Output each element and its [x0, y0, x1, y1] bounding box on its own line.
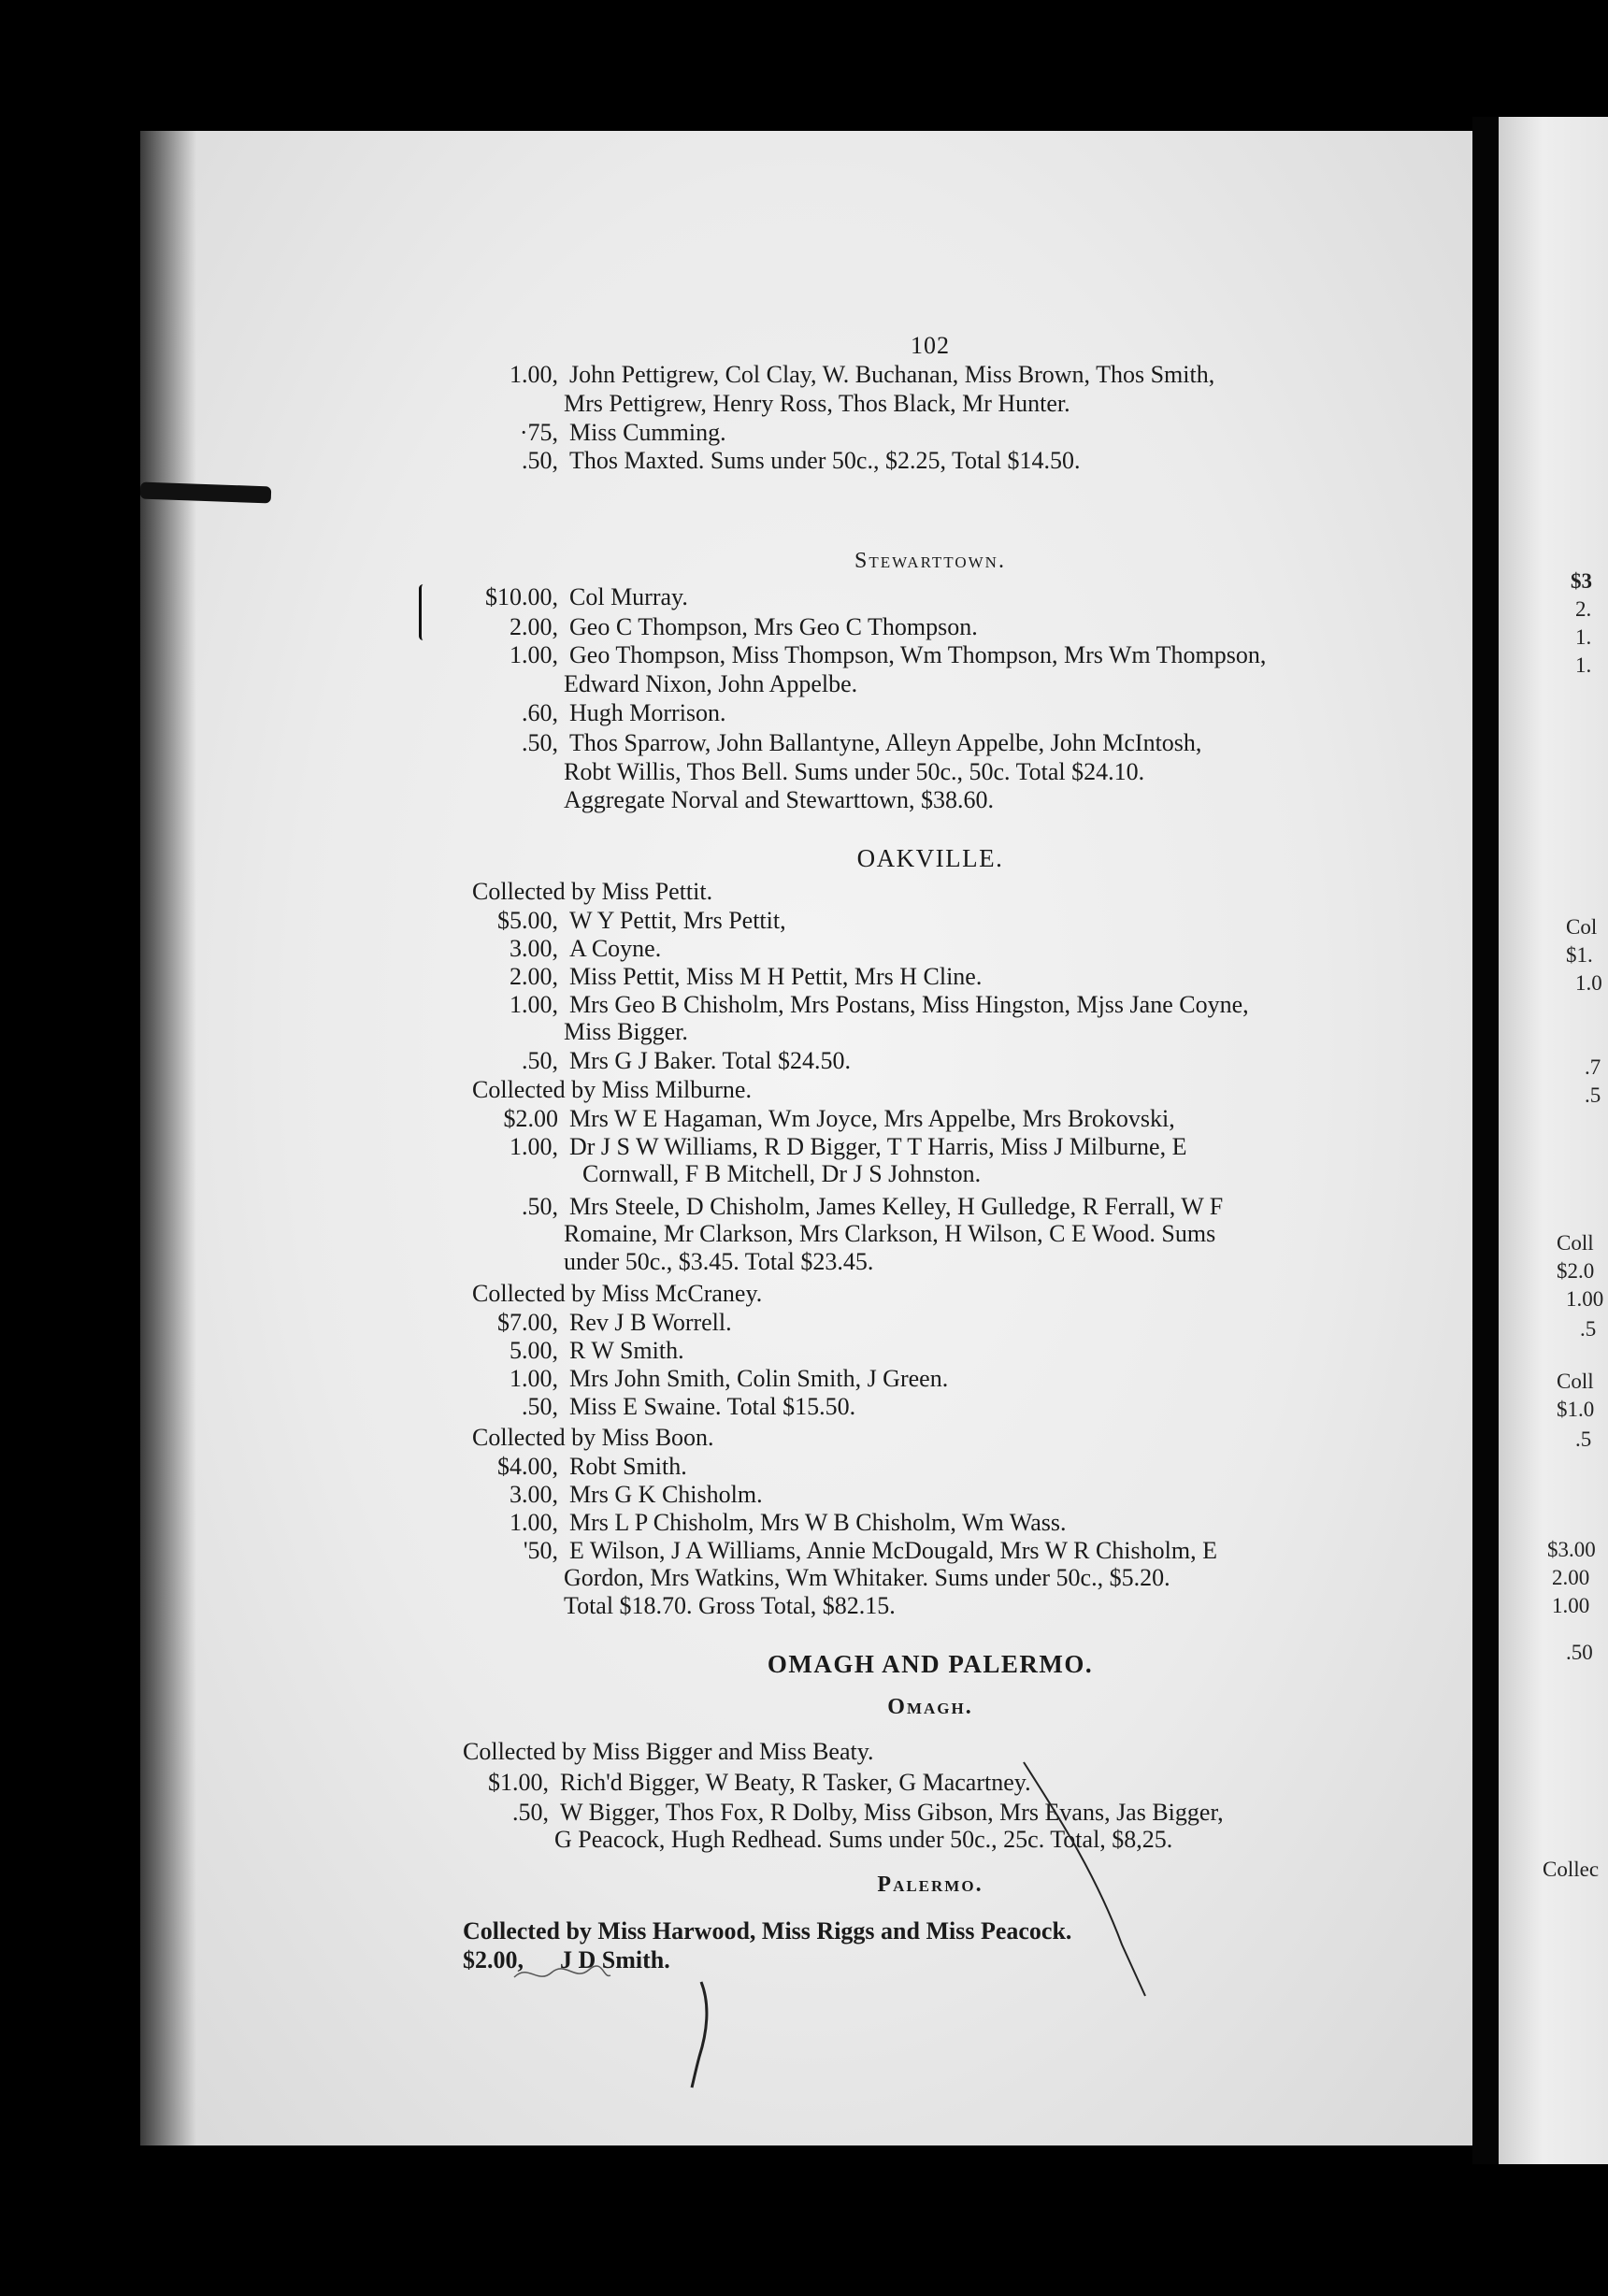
facing-page-text: 1.00 — [1566, 1287, 1604, 1311]
entry-amount: .50, — [522, 447, 558, 474]
entry-amount: 1.00, — [510, 1365, 558, 1392]
entry-text: W Bigger, Thos Fox, R Dolby, Miss Gibson, Mrs Evans, Jas Bigger, — [560, 1799, 1224, 1826]
entry-line — [472, 1480, 763, 1510]
entry-text: Miss Pettit, Miss M H Pettit, Mrs H Cline. — [569, 963, 983, 990]
collector-line: Collected by Miss McCraney. — [472, 1280, 763, 1307]
entry-text: Mrs G J Baker. Total $24.50. — [569, 1047, 852, 1074]
facing-page-text: $1.0 — [1557, 1398, 1595, 1421]
entry-line — [472, 728, 1201, 758]
collector-line: Collected by Miss Harwood, Miss Riggs and Miss Peacock. — [463, 1917, 1072, 1944]
entry-amount: $2.00, — [463, 1946, 524, 1973]
entry-line — [472, 990, 1249, 1020]
subheading-palermo: Palermo. — [877, 1873, 983, 1897]
entry-line — [472, 1104, 1175, 1134]
entry-line — [463, 1768, 1031, 1798]
pen-scribble — [1019, 1758, 1150, 2001]
entry-amount: $1.00, — [488, 1769, 549, 1796]
facing-page-text: 2.00 — [1552, 1566, 1590, 1589]
entry-continuation: Cornwall, F B Mitchell, Dr J S Johnston. — [582, 1160, 982, 1187]
entry-text: E Wilson, J A Williams, Annie McDougald, Mrs W R Chisholm, E — [569, 1537, 1217, 1564]
entry-line — [472, 906, 786, 936]
entry-amount: 1.00, — [510, 361, 558, 388]
entry-line — [472, 1192, 1223, 1222]
entry-text: Mrs Steele, D Chisholm, James Kelley, H Gulledge, R Ferrall, W F — [569, 1193, 1224, 1220]
facing-page-text: Col — [1566, 915, 1598, 939]
entry-text: Miss Cumming. — [569, 419, 726, 446]
section-heading-stewarttown: Stewarttown. — [854, 549, 1006, 573]
entry-amount: 1.00, — [510, 1133, 558, 1160]
collector-line: Collected by Miss Boon. — [472, 1424, 714, 1451]
entry-text: A Coyne. — [569, 935, 662, 962]
entry-line — [472, 1336, 684, 1366]
facing-page-text: $2.0 — [1557, 1259, 1595, 1283]
facing-page-text: Coll — [1557, 1231, 1594, 1255]
entry-line — [472, 582, 688, 612]
entry-line — [472, 418, 726, 448]
entry-text: Thos Sparrow, John Ballantyne, Alleyn Appelbe, John McIntosh, — [569, 729, 1202, 756]
entry-line — [472, 962, 982, 992]
entry-line — [472, 446, 1081, 476]
entry-continuation: Edward Nixon, John Appelbe. — [564, 670, 858, 697]
entry-text: Mrs Geo B Chisholm, Mrs Postans, Miss Hingston, Mjss Jane Coyne, — [569, 991, 1249, 1018]
entry-line — [472, 1132, 1186, 1162]
entry-line — [472, 698, 726, 728]
entry-line — [472, 640, 1266, 670]
section-heading-oakville: OAKVILLE. — [856, 844, 1004, 872]
entry-line — [472, 1508, 1066, 1538]
page-edge-shadow — [140, 131, 196, 2145]
entry-line — [472, 1536, 1217, 1566]
entry-text: Mrs W E Hagaman, Wm Joyce, Mrs Appelbe, Mrs Brokovski, — [569, 1105, 1175, 1132]
entry-text: Mrs John Smith, Colin Smith, J Green. — [569, 1365, 949, 1392]
entry-text: Miss E Swaine. Total $15.50. — [569, 1393, 856, 1420]
entry-text: Dr J S W Williams, R D Bigger, T T Harris, Miss J Milburne, E — [569, 1133, 1187, 1160]
section-heading-omagh-palermo: OMAGH AND PALERMO. — [767, 1650, 1094, 1678]
entry-amount: .60, — [522, 699, 558, 726]
entry-continuation: under 50c., $3.45. Total $23.45. — [564, 1248, 874, 1275]
entry-amount: 5.00, — [510, 1337, 558, 1364]
facing-page-text: 1. — [1575, 625, 1592, 649]
entry-amount: 2.00, — [510, 613, 558, 640]
entry-text: Robt Smith. — [569, 1453, 687, 1480]
entry-text: Hugh Morrison. — [569, 699, 726, 726]
facing-page-text: .5 — [1575, 1428, 1592, 1451]
facing-page-text: .7 — [1585, 1055, 1601, 1079]
entry-text: Rev J B Worrell. — [569, 1309, 732, 1336]
facing-page-text: 1. — [1575, 653, 1592, 677]
entry-text: R W Smith. — [569, 1337, 684, 1364]
entry-continuation: Robt Willis, Thos Bell. Sums under 50c., 50c. Total $24.10. — [564, 758, 1145, 785]
collector-line: Collected by Miss Pettit. — [472, 878, 713, 905]
entry-text: Col Murray. — [569, 583, 688, 610]
facing-page-text: 1.0 — [1575, 971, 1602, 995]
entry-text: Thos Maxted. Sums under 50c., $2.25, Total $14.50. — [569, 447, 1081, 474]
entry-continuation: Mrs Pettigrew, Henry Ross, Thos Black, Mr Hunter. — [564, 390, 1070, 417]
entry-continuation: G Peacock, Hugh Redhead. Sums under 50c., 25c. Total, $8,25. — [554, 1826, 1173, 1853]
entry-line — [472, 1452, 687, 1482]
entry-amount: 1.00, — [510, 1509, 558, 1536]
entry-continuation: Gordon, Mrs Watkins, Wm Whitaker. Sums under 50c., $5.20. — [564, 1564, 1170, 1591]
entry-amount: 3.00, — [510, 1481, 558, 1508]
facing-page-fragment — [1499, 117, 1608, 2164]
entry-amount: .50, — [512, 1799, 549, 1826]
subheading-omagh: Omagh. — [887, 1695, 973, 1719]
entry-continuation: Aggregate Norval and Stewarttown, $38.60. — [564, 786, 994, 813]
pencil-mark — [419, 584, 427, 640]
entry-line — [472, 1392, 855, 1422]
facing-page-text: .50 — [1566, 1641, 1593, 1664]
entry-line — [472, 934, 661, 964]
entry-amount: $10.00, — [485, 583, 558, 610]
entry-text: Mrs L P Chisholm, Mrs W B Chisholm, Wm Wass. — [569, 1509, 1067, 1536]
facing-page-text: Collec — [1543, 1858, 1600, 1881]
handwritten-scribble — [510, 1959, 612, 1987]
facing-page-text: $3 — [1571, 569, 1592, 593]
entry-continuation: Miss Bigger. — [564, 1018, 688, 1045]
entry-amount: 3.00, — [510, 935, 558, 962]
facing-page-text: $1. — [1566, 943, 1593, 967]
entry-text: Mrs G K Chisholm. — [569, 1481, 763, 1508]
entry-line — [472, 1364, 948, 1394]
collector-line: Collected by Miss Milburne. — [472, 1076, 752, 1103]
entry-amount: .50, — [522, 1047, 558, 1074]
entry-amount: .50, — [522, 1393, 558, 1420]
entry-amount: ·75, — [519, 419, 558, 446]
entry-line — [472, 612, 978, 642]
pen-mark — [673, 1977, 729, 2089]
facing-page-text: 2. — [1575, 597, 1592, 621]
entry-amount: $7.00, — [497, 1309, 558, 1336]
entry-amount: .50, — [522, 1193, 558, 1220]
entry-amount: '50, — [523, 1537, 558, 1564]
entry-line — [472, 1046, 851, 1076]
facing-page-text: $3.00 — [1547, 1538, 1596, 1561]
collector-line: Collected by Miss Bigger and Miss Beaty. — [463, 1738, 874, 1765]
book-gutter — [1472, 117, 1499, 2164]
entry-amount: .50, — [522, 729, 558, 756]
entry-text: Geo C Thompson, Mrs Geo C Thompson. — [569, 613, 978, 640]
entry-text: Rich'd Bigger, W Beaty, R Tasker, G Macartney. — [560, 1769, 1031, 1796]
facing-page-text: .5 — [1580, 1317, 1597, 1341]
entry-line — [472, 1308, 732, 1338]
entry-amount: 2.00, — [510, 963, 558, 990]
entry-amount: 1.00, — [510, 991, 558, 1018]
page-number: 102 — [911, 332, 950, 359]
entry-amount: 1.00, — [510, 641, 558, 668]
facing-page-text: .5 — [1585, 1083, 1601, 1107]
entry-text: J D Smith. — [560, 1946, 670, 1973]
entry-amount: $2.00 — [503, 1105, 558, 1132]
entry-continuation: Total $18.70. Gross Total, $82.15. — [564, 1592, 896, 1619]
entry-amount: $5.00, — [497, 907, 558, 934]
entry-text: W Y Pettit, Mrs Pettit, — [569, 907, 786, 934]
facing-page-text: Coll — [1557, 1370, 1594, 1393]
entry-amount: $4.00, — [497, 1453, 558, 1480]
entry-text: Geo Thompson, Miss Thompson, Wm Thompson, Mrs Wm Thompson, — [569, 641, 1267, 668]
facing-page-text: 1.00 — [1552, 1594, 1590, 1617]
entry-line — [472, 360, 1214, 390]
entry-continuation: Romaine, Mr Clarkson, Mrs Clarkson, H Wilson, C E Wood. Sums — [564, 1220, 1216, 1247]
entry-text: John Pettigrew, Col Clay, W. Buchanan, Miss Brown, Thos Smith, — [569, 361, 1215, 388]
